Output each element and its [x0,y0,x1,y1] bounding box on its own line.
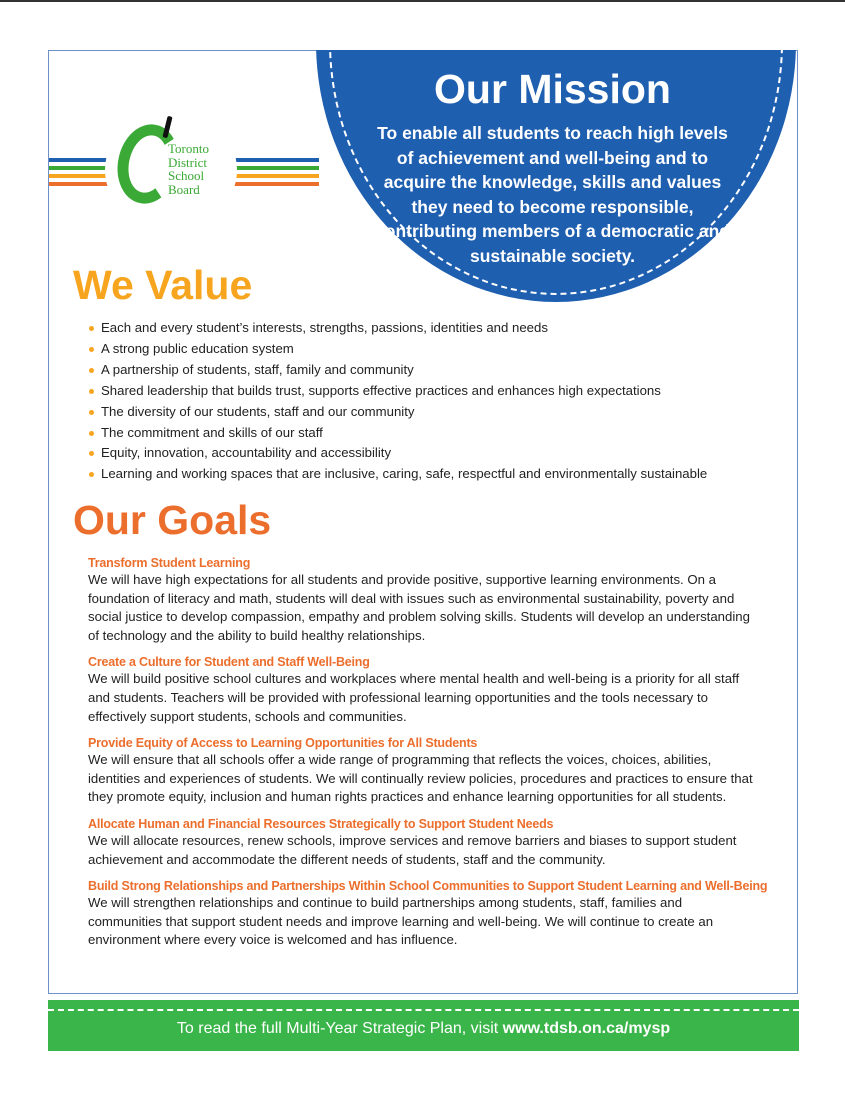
goal-body: We will have high expectations for all students and provide positive, supportive learning environments. On a foundation of literacy and math, students will deal with issues such as environmental sustainability, poverty and social justice to develop compassion, empathy and problem solving skills. Students will develop an understanding of technology and the ability to build healthy relationships. [88,572,750,643]
values-heading: We Value [73,262,253,308]
value-item: A strong public education system [88,339,788,360]
goal-title: Provide Equity of Access to Learning Opportunities for All Students [88,736,478,751]
goal-body: We will strengthen relationships and continue to build partnerships among students, staff, families and communities that support student needs and improve learning and well-being. We will continue to create an environment where every voice is welcomed and has influence. [88,895,714,948]
footer-dashed-line [48,1009,799,1011]
goal-item [88,878,768,950]
mission-statement: To enable all students to reach high levels of achievement and well-being and to acquire the knowledge, skills and values they need to become responsible, contributing members of a democratic and sustainable society. [375,123,730,266]
goal-title: Build Strong Relationships and Partnerships Within School Communities to Support Student Learning and Well-Being [88,879,768,894]
goal-item [88,654,758,726]
goal-title: Create a Culture for Student and Staff Well-Being [88,655,370,670]
logo-line-1: Toronto [168,141,209,156]
footer-text [48,1020,799,1038]
logo-line-3: School [168,168,205,183]
logo-wordmark [168,142,209,196]
goals-list [88,555,768,959]
value-item: The commitment and skills of our staff [88,423,788,444]
footer-label: To read the full Multi-Year Strategic Plan, visit [176,1020,503,1037]
goals-heading: Our Goals [73,497,272,543]
goal-title: Transform Student Learning [88,556,251,570]
value-item: Equity, innovation, accountability and accessibility [88,443,788,464]
goal-item [88,816,758,869]
goal-body: We will allocate resources, renew schools, improve services and remove barriers and biases to support student achievement and accommodate the different needs of students, staff and the community. [88,832,737,867]
mission-title: Our Mission [434,66,671,112]
value-item: Learning and working spaces that are inclusive, caring, safe, respectful and environmentally sustainable [88,464,788,485]
goal-title: Allocate Human and Financial Resources Strategically to Support Student Needs [88,816,554,831]
footer-banner [48,1000,799,1051]
values-list [88,318,788,485]
logo-line-2: District [168,154,207,170]
value-item: The diversity of our students, staff and our community [88,402,788,423]
value-item: Each and every student’s interests, strengths, passions, identities and needs [88,318,788,339]
value-item: Shared leadership that builds trust, supports effective practices and enhances high expectations [88,381,788,402]
footer-link[interactable]: www.tdsb.on.ca/mysp [502,1020,671,1037]
top-rule [0,0,845,2]
goal-body: We will ensure that all schools offer a wide range of programming that reflects the voices, choices, abilities, identities and experiences of students. We will continually review policies, procedures and practices to ensure that they promote equity, inclusion and human rights practices and enhance learning opportunities for all students. [88,752,753,805]
value-item: A partnership of students, staff, family and community [88,360,788,381]
goal-item [88,555,758,645]
goal-item [88,735,758,807]
logo-line-4: Board [168,181,200,197]
goal-body: We will build positive school cultures and workplaces where mental health and well-being is a priority for all staff and students. Teachers will be provided with professional learning opportunities and the tools necessary to effectively support students, schools and communities. [88,671,740,724]
